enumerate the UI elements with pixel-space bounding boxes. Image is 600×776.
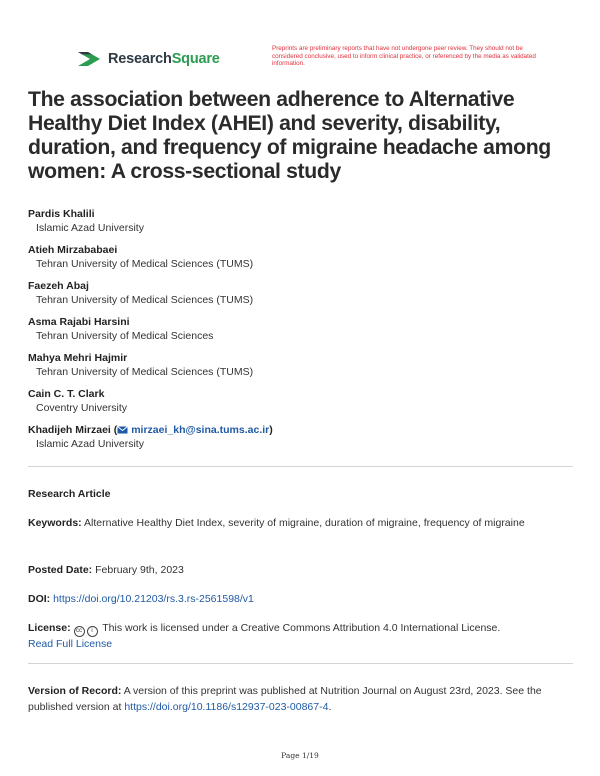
author-name: Pardis Khalili: [28, 208, 95, 220]
posted-date: [28, 563, 573, 579]
author-affiliation: Coventry University: [36, 402, 128, 414]
author-affiliation: Tehran University of Medical Sciences (TUMS): [36, 258, 254, 270]
license-label: License:: [28, 622, 71, 634]
logo-word-square: Square: [171, 51, 220, 67]
divider: [28, 663, 573, 664]
posted-date-value: February 9th, 2023: [95, 564, 184, 576]
read-full-license-link[interactable]: Read Full License: [28, 638, 113, 650]
author-affiliation: Tehran University of Medical Sciences: [36, 330, 214, 342]
corresponding-author-name: Khadijeh Mirzaei: [28, 424, 111, 436]
author-name: Cain C. T. Clark: [28, 388, 105, 400]
author-affiliation: Tehran University of Medical Sciences (TUMS): [36, 366, 254, 378]
keywords-label: Keywords:: [28, 517, 82, 529]
logo-word-research: Research: [108, 51, 172, 67]
published-version-link[interactable]: https://doi.org/10.1186/s12937-023-00867-4: [124, 700, 329, 713]
doi: [28, 592, 573, 608]
author-name: Atieh Mirzababaei: [28, 244, 118, 256]
corresponding-author-email-link[interactable]: mirzaei_kh@sina.tums.ac.ir: [131, 424, 270, 436]
keywords: [28, 516, 573, 532]
paper-title: The association between adherence to Alternative Healthy Diet Index (AHEI) and severity, disability, duration, and frequency of migraine headache among women: A cross-sectional study: [28, 88, 551, 183]
author-name: Asma Rajabi Harsini: [28, 316, 130, 328]
author-affiliation: Tehran University of Medical Sciences (TUMS): [36, 294, 254, 306]
logo-text: [108, 51, 220, 67]
page-number: Page 1/19: [281, 751, 319, 760]
author-name: Faezeh Abaj: [28, 280, 89, 292]
divider: [28, 466, 573, 467]
license: [28, 621, 573, 653]
preprint-disclaimer: Preprints are preliminary reports that have not undergone peer review. They should not be considered conclusive, used to inform clinical practice, or referenced by the media as validated information.: [272, 45, 536, 68]
author-list: [28, 208, 568, 452]
doi-link[interactable]: https://doi.org/10.21203/rs.3.rs-2561598/v1: [53, 593, 254, 605]
author-name: Mahya Mehri Hajmir: [28, 352, 128, 364]
posted-date-label: Posted Date:: [28, 564, 93, 576]
version-of-record: Version of Record: A version of this preprint was published at Nutrition Journal on August 23rd, 2023. See the published version at https://doi.org/10.1186/s12937-023-00867-4.: [28, 685, 542, 713]
keywords-value: Alternative Healthy Diet Index, severity of migraine, duration of migraine, frequency of migraine: [84, 517, 525, 529]
research-square-logo[interactable]: [76, 48, 220, 70]
mail-icon: [117, 426, 128, 434]
author-affiliation: Islamic Azad University: [36, 438, 144, 450]
license-text: This work is licensed under a Creative Commons Attribution 4.0 International License.: [102, 622, 501, 634]
article-type: Research Article: [28, 488, 111, 500]
cc-icon: cc: [74, 626, 85, 637]
research-square-logo-icon: [76, 49, 102, 69]
author-affiliation: Islamic Azad University: [36, 222, 144, 234]
version-of-record-label: Version of Record:: [28, 685, 122, 697]
by-icon: i: [87, 626, 98, 637]
corresponding-author: Khadijeh Mirzaei ( mirzaei_kh@sina.tums.ac.ir): [28, 424, 273, 436]
doi-label: DOI:: [28, 593, 51, 605]
version-of-record-text: A version of this preprint was published at Nutrition Journal on August 23rd, 2023. See the published version at: [28, 685, 542, 713]
